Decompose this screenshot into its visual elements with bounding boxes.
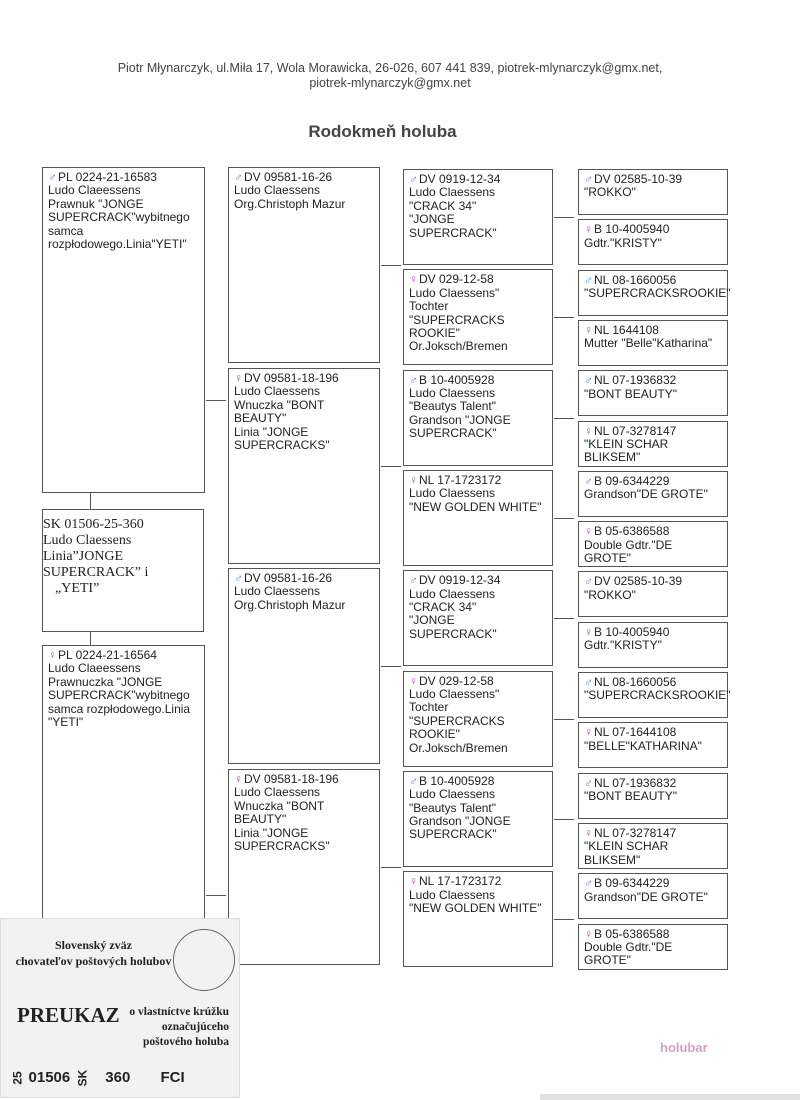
pigeon-ring <box>584 827 722 840</box>
pigeon-box-gen4 <box>578 169 728 215</box>
org-line: Slovenský zväz <box>54 938 132 952</box>
pigeon-box-gen1 <box>42 167 205 493</box>
pigeon-box-gen4 <box>578 873 728 919</box>
pigeon-ring <box>48 649 199 662</box>
pigeon-ring <box>584 274 722 287</box>
pigeon-detail: Gdtr."KRISTY" <box>584 235 662 250</box>
male-icon: ♂ <box>409 172 418 186</box>
pigeon-detail: Ludo Claessens <box>234 384 321 399</box>
pigeon-detail: Wnuczka "BONT <box>234 798 325 813</box>
female-icon: ♀ <box>234 371 243 385</box>
seal-icon <box>173 929 235 991</box>
pigeon-detail: Ludo Claessens <box>409 386 496 400</box>
subject-breeder: Ludo Claessens <box>43 533 132 548</box>
pigeon-detail: Gdtr."KRISTY" <box>584 638 662 653</box>
ring-number: DV 02585-10-39 <box>594 574 683 589</box>
pigeon-detail: Ludo Claessens <box>409 787 496 802</box>
connector <box>554 418 574 419</box>
subtitle-line: poštového holuba <box>143 1036 229 1048</box>
pigeon-ring <box>584 374 722 387</box>
connector <box>90 493 91 509</box>
pigeon-ring <box>584 626 722 639</box>
ring-number: NL 07-1936832 <box>594 775 677 790</box>
ring-number: B 10-4005928 <box>419 372 495 387</box>
pigeon-detail: "Beautys Talent" <box>409 399 497 414</box>
pigeon-detail: rozpłodowego.Linia"YETI" <box>48 237 187 252</box>
pigeon-detail: "SUPERCRACKS <box>409 312 505 327</box>
connector <box>554 518 574 519</box>
connector <box>554 618 574 619</box>
pigeon-detail: Ludo Claessens <box>234 183 321 198</box>
card-subtitle <box>119 1005 229 1050</box>
pigeon-box-gen4 <box>578 924 728 970</box>
pigeon-detail: SUPERCRACK" <box>409 626 497 641</box>
female-icon: ♀ <box>584 926 593 941</box>
pigeon-detail: Grandson"DE GROTE" <box>584 889 708 904</box>
male-icon: ♂ <box>409 372 418 387</box>
card-ring-number <box>11 1069 185 1086</box>
pigeon-detail: Ludo Claessens <box>409 486 496 501</box>
ring-year: 25 <box>10 1071 25 1085</box>
pigeon-detail: SUPERCRACK" <box>409 827 497 842</box>
pigeon-detail: samca rozpłodowego.Linia <box>48 701 191 716</box>
ring-number: B 09-6344229 <box>594 876 670 891</box>
pigeon-ring <box>409 574 547 587</box>
male-icon: ♂ <box>584 473 593 488</box>
ring-number: PL 0224-21-16564 <box>58 648 157 662</box>
pigeon-ring <box>584 777 722 790</box>
male-icon: ♂ <box>409 573 418 588</box>
pigeon-box-gen4 <box>578 270 731 316</box>
female-icon: ♀ <box>409 472 418 487</box>
pigeon-box-gen4 <box>578 421 728 467</box>
pigeon-detail: Grandson "JONGE <box>409 814 511 829</box>
ring-number: DV 09581-16-26 <box>244 170 333 184</box>
pigeon-detail: Ludo Claessens" <box>409 285 500 300</box>
pigeon-box-gen4 <box>578 320 728 366</box>
ring-number: NL 17-1723172 <box>419 472 502 487</box>
pigeon-box-gen2 <box>228 368 380 564</box>
subtitle-line: o vlastníctve krúžku <box>129 1006 229 1018</box>
pigeon-detail: GROTE" <box>584 550 631 565</box>
male-icon: ♂ <box>409 773 418 788</box>
ring-serial: 360 <box>105 1069 131 1086</box>
connector <box>381 867 401 868</box>
pigeon-box-gen4 <box>578 471 728 517</box>
pigeon-ring <box>409 775 547 788</box>
ring-number: 01506 <box>28 1069 71 1086</box>
pigeon-box-gen4 <box>578 521 728 567</box>
pigeon-detail: Grandson "JONGE <box>409 412 511 427</box>
ring-number: B 10-4005940 <box>594 624 670 639</box>
male-icon: ♂ <box>584 272 593 287</box>
male-icon: ♂ <box>584 876 593 891</box>
pigeon-detail: "Beautys Talent" <box>409 800 497 815</box>
ring-number: NL 07-3278147 <box>594 423 677 438</box>
pigeon-detail: Tochter <box>409 700 449 715</box>
pigeon-box-gen4 <box>578 622 728 668</box>
female-icon: ♀ <box>409 673 418 688</box>
connector <box>554 217 574 218</box>
pigeon-detail: "KLEIN SCHAR <box>584 839 669 854</box>
pigeon-box-gen2 <box>228 568 380 764</box>
connector <box>381 466 401 467</box>
connector <box>554 919 574 920</box>
connector <box>381 666 401 667</box>
female-icon: ♀ <box>584 825 593 840</box>
pigeon-detail: Ludo Claessens <box>409 586 496 601</box>
pigeon-detail: "BONT BEAUTY" <box>584 789 677 803</box>
pigeon-detail: Double Gdtr."DE <box>584 939 673 954</box>
pigeon-ring <box>409 173 547 186</box>
pigeon-detail: Linia "JONGE <box>234 825 309 840</box>
pigeon-detail: BEAUTY" <box>234 411 287 426</box>
pigeon-detail: "SUPERCRACKS <box>409 713 505 728</box>
connector <box>554 819 574 820</box>
pigeon-detail: ROOKIE" <box>409 325 460 340</box>
holubar-logo: holubar <box>660 1040 708 1055</box>
subject-line: SUPERCRACK” i <box>43 565 149 580</box>
owner-contact-line2: piotrek-mlynarczyk@gmx.net <box>309 76 471 90</box>
ring-number: B 09-6344229 <box>594 473 670 488</box>
subject-line: Linia”JONGE <box>43 549 124 564</box>
pigeon-detail: SUPERCRACKS" <box>234 438 330 453</box>
female-icon: ♀ <box>584 624 593 639</box>
ring-number: NL 1644108 <box>594 322 659 337</box>
pigeon-detail: BLIKSEM" <box>584 450 641 465</box>
pigeon-box-gen3 <box>403 771 553 867</box>
pigeon-detail: Mutter "Belle"Katharina" <box>584 336 713 351</box>
pigeon-box-gen4 <box>578 370 728 416</box>
pigeon-box-gen4 <box>578 722 728 768</box>
male-icon: ♂ <box>584 574 593 589</box>
org-line: chovateľov poštových holubov <box>15 954 172 968</box>
subject-ring: SK 01506-25-360 <box>43 517 144 532</box>
pigeon-detail: Grandson"DE GROTE" <box>584 487 708 502</box>
pigeon-detail: "BONT BEAUTY" <box>584 386 677 401</box>
female-icon: ♀ <box>48 648 57 662</box>
connector <box>381 265 401 266</box>
pigeon-ring <box>584 324 722 337</box>
pigeon-box-gen4 <box>578 672 731 718</box>
pigeon-detail: ROOKIE" <box>409 727 460 742</box>
female-icon: ♀ <box>234 772 243 786</box>
ring-number: DV 02585-10-39 <box>594 172 683 186</box>
female-icon: ♀ <box>584 222 593 237</box>
female-icon: ♀ <box>409 874 418 889</box>
female-icon: ♀ <box>584 725 593 740</box>
pigeon-detail: "JONGE <box>409 613 455 628</box>
pigeon-detail: "SUPERCRACKSROOKIE" <box>584 286 731 300</box>
female-icon: ♀ <box>584 524 593 539</box>
pigeon-detail: Or.Joksch/Bremen <box>409 339 508 354</box>
ring-number: B 10-4005928 <box>419 773 495 788</box>
ring-number: NL 08-1660056 <box>594 272 677 287</box>
ring-number: B 10-4005940 <box>594 222 670 237</box>
pigeon-detail: "NEW GOLDEN WHITE" <box>409 900 542 915</box>
ring-number: DV 09581-18-196 <box>244 772 339 786</box>
pigeon-detail: Ludo Claessens" <box>409 686 500 701</box>
pigeon-detail: "CRACK 34" <box>409 198 477 213</box>
connector <box>554 719 574 720</box>
pigeon-detail: "YETI" <box>48 715 84 730</box>
pigeon-ring <box>584 223 722 236</box>
pigeon-box-gen4 <box>578 823 728 869</box>
card-title: PREUKAZ <box>17 1003 120 1027</box>
pigeon-ring <box>48 171 199 184</box>
pigeon-box-gen3 <box>403 871 553 967</box>
pigeon-detail: Prawnuk "JONGE <box>48 196 144 211</box>
pigeon-detail: Ludo Claessens <box>409 887 496 902</box>
female-icon: ♀ <box>584 322 593 337</box>
female-icon: ♀ <box>584 423 593 438</box>
connector <box>206 400 226 401</box>
ring-number: DV 029-12-58 <box>419 272 494 287</box>
female-icon: ♀ <box>409 272 418 287</box>
pigeon-detail: Linia "JONGE <box>234 424 309 439</box>
male-icon: ♂ <box>584 172 593 186</box>
pigeon-box-gen3 <box>403 570 553 666</box>
subtitle-line: označujúceho <box>161 1021 229 1033</box>
pigeon-box-gen3 <box>403 269 553 365</box>
ring-number: DV 09581-16-26 <box>244 571 333 585</box>
connector <box>90 632 91 645</box>
pigeon-ring <box>584 525 722 538</box>
pigeon-detail: "SUPERCRACKSROOKIE" <box>584 688 731 703</box>
pigeon-ring <box>409 675 547 688</box>
pigeon-detail: samca <box>48 223 84 238</box>
male-icon: ♂ <box>584 373 593 388</box>
ring-number: DV 0919-12-34 <box>419 172 501 186</box>
pigeon-detail: BLIKSEM" <box>584 852 641 867</box>
pigeon-box-gen2 <box>228 167 380 363</box>
ring-number: DV 029-12-58 <box>419 673 494 688</box>
pigeon-detail: SUPERCRACKS" <box>234 839 330 854</box>
pigeon-ring <box>584 676 722 689</box>
pigeon-detail: SUPERCRACK" <box>409 225 497 240</box>
pigeon-detail: Ludo Claessens <box>234 584 321 599</box>
pigeon-detail: Org.Christoph Mazur <box>234 597 346 612</box>
pigeon-detail: "ROKKO" <box>584 185 636 200</box>
pigeon-detail: Or.Joksch/Bremen <box>409 740 508 755</box>
pigeon-box-gen3 <box>403 671 553 767</box>
pigeon-detail: SUPERCRACK"wybitnego <box>48 688 190 703</box>
pigeon-detail: "JONGE <box>409 212 455 227</box>
pigeon-ring <box>584 928 722 941</box>
ring-number: PL 0224-21-16583 <box>58 170 157 184</box>
pigeon-ring <box>584 726 722 739</box>
pigeon-ring <box>234 572 374 585</box>
scan-edge <box>540 1094 800 1100</box>
card-organization <box>11 937 176 969</box>
subject-pigeon-box <box>42 509 204 632</box>
connector <box>554 317 574 318</box>
pigeon-box-gen4 <box>578 773 728 819</box>
ring-number: DV 09581-18-196 <box>244 371 339 385</box>
ring-number: NL 08-1660056 <box>594 675 677 689</box>
pigeon-ring <box>409 374 547 387</box>
male-icon: ♂ <box>584 775 593 790</box>
pigeon-box-gen3 <box>403 470 553 566</box>
page-title: Rodokmeň holuba <box>308 122 457 141</box>
pigeon-ring <box>584 575 722 588</box>
ring-number: NL 17-1723172 <box>419 874 502 889</box>
pigeon-detail: GROTE" <box>584 953 631 968</box>
ring-number: NL 07-1936832 <box>594 373 677 388</box>
pigeon-detail: Double Gdtr."DE <box>584 537 673 552</box>
pigeon-ring <box>584 425 722 438</box>
pigeon-ring <box>234 773 374 786</box>
pigeon-ring <box>584 877 722 890</box>
pigeon-detail: Tochter <box>409 299 449 314</box>
pigeon-detail: "KLEIN SCHAR <box>584 436 669 451</box>
pigeon-ring <box>234 372 374 385</box>
male-icon: ♂ <box>584 675 593 689</box>
ring-number: DV 0919-12-34 <box>419 573 501 588</box>
ring-certificate-card <box>0 918 240 1098</box>
pigeon-ring <box>234 171 374 184</box>
pigeon-ring <box>409 273 547 286</box>
ring-number: B 05-6386588 <box>594 524 670 539</box>
pigeon-detail: SUPERCRACK"wybitnego <box>48 210 190 225</box>
owner-contact-line1: Piotr Młynarczyk, ul.Miła 17, Wola Morawicka, 26-026, 607 441 839, piotrek-mlynarczyk@gmx.net, <box>117 61 663 75</box>
pigeon-box-gen3 <box>403 169 553 265</box>
male-icon: ♂ <box>234 571 243 585</box>
ring-country: SK <box>75 1069 90 1087</box>
fci-label: FCI <box>160 1069 185 1086</box>
pigeon-detail: Org.Christoph Mazur <box>234 196 346 211</box>
pigeon-detail: "ROKKO" <box>584 587 636 602</box>
pigeon-box-gen3 <box>403 370 553 466</box>
pigeon-detail: Wnuczka "BONT <box>234 397 325 412</box>
pigeon-detail: Ludo Claessens <box>409 185 496 200</box>
ring-number: NL 07-1644108 <box>594 725 677 740</box>
pigeon-detail: Ludo Claeessens <box>48 661 141 676</box>
pigeon-box-gen2 <box>228 769 380 965</box>
pigeon-detail: SUPERCRACK" <box>409 426 497 441</box>
pigeon-detail: "NEW GOLDEN WHITE" <box>409 499 542 514</box>
pigeon-ring <box>409 875 547 888</box>
subject-line: „YETI” <box>55 581 100 596</box>
pigeon-detail: Ludo Claeessens <box>48 183 141 198</box>
male-icon: ♂ <box>48 170 57 184</box>
pigeon-ring <box>409 474 547 487</box>
pigeon-detail: BEAUTY" <box>234 812 287 827</box>
ring-number: NL 07-3278147 <box>594 825 677 840</box>
pigeon-detail: Prawnuczka "JONGE <box>48 674 163 689</box>
pigeon-box-gen4 <box>578 571 728 617</box>
pigeon-ring <box>584 173 722 186</box>
pigeon-detail: "BELLE"KATHARINA" <box>584 738 702 753</box>
pigeon-detail: "CRACK 34" <box>409 600 477 614</box>
connector <box>206 895 226 896</box>
pigeon-detail: Ludo Claessens <box>234 785 321 800</box>
pigeon-box-gen4 <box>578 219 728 265</box>
ring-number: B 05-6386588 <box>594 926 670 941</box>
pigeon-ring <box>584 475 722 488</box>
male-icon: ♂ <box>234 170 243 184</box>
